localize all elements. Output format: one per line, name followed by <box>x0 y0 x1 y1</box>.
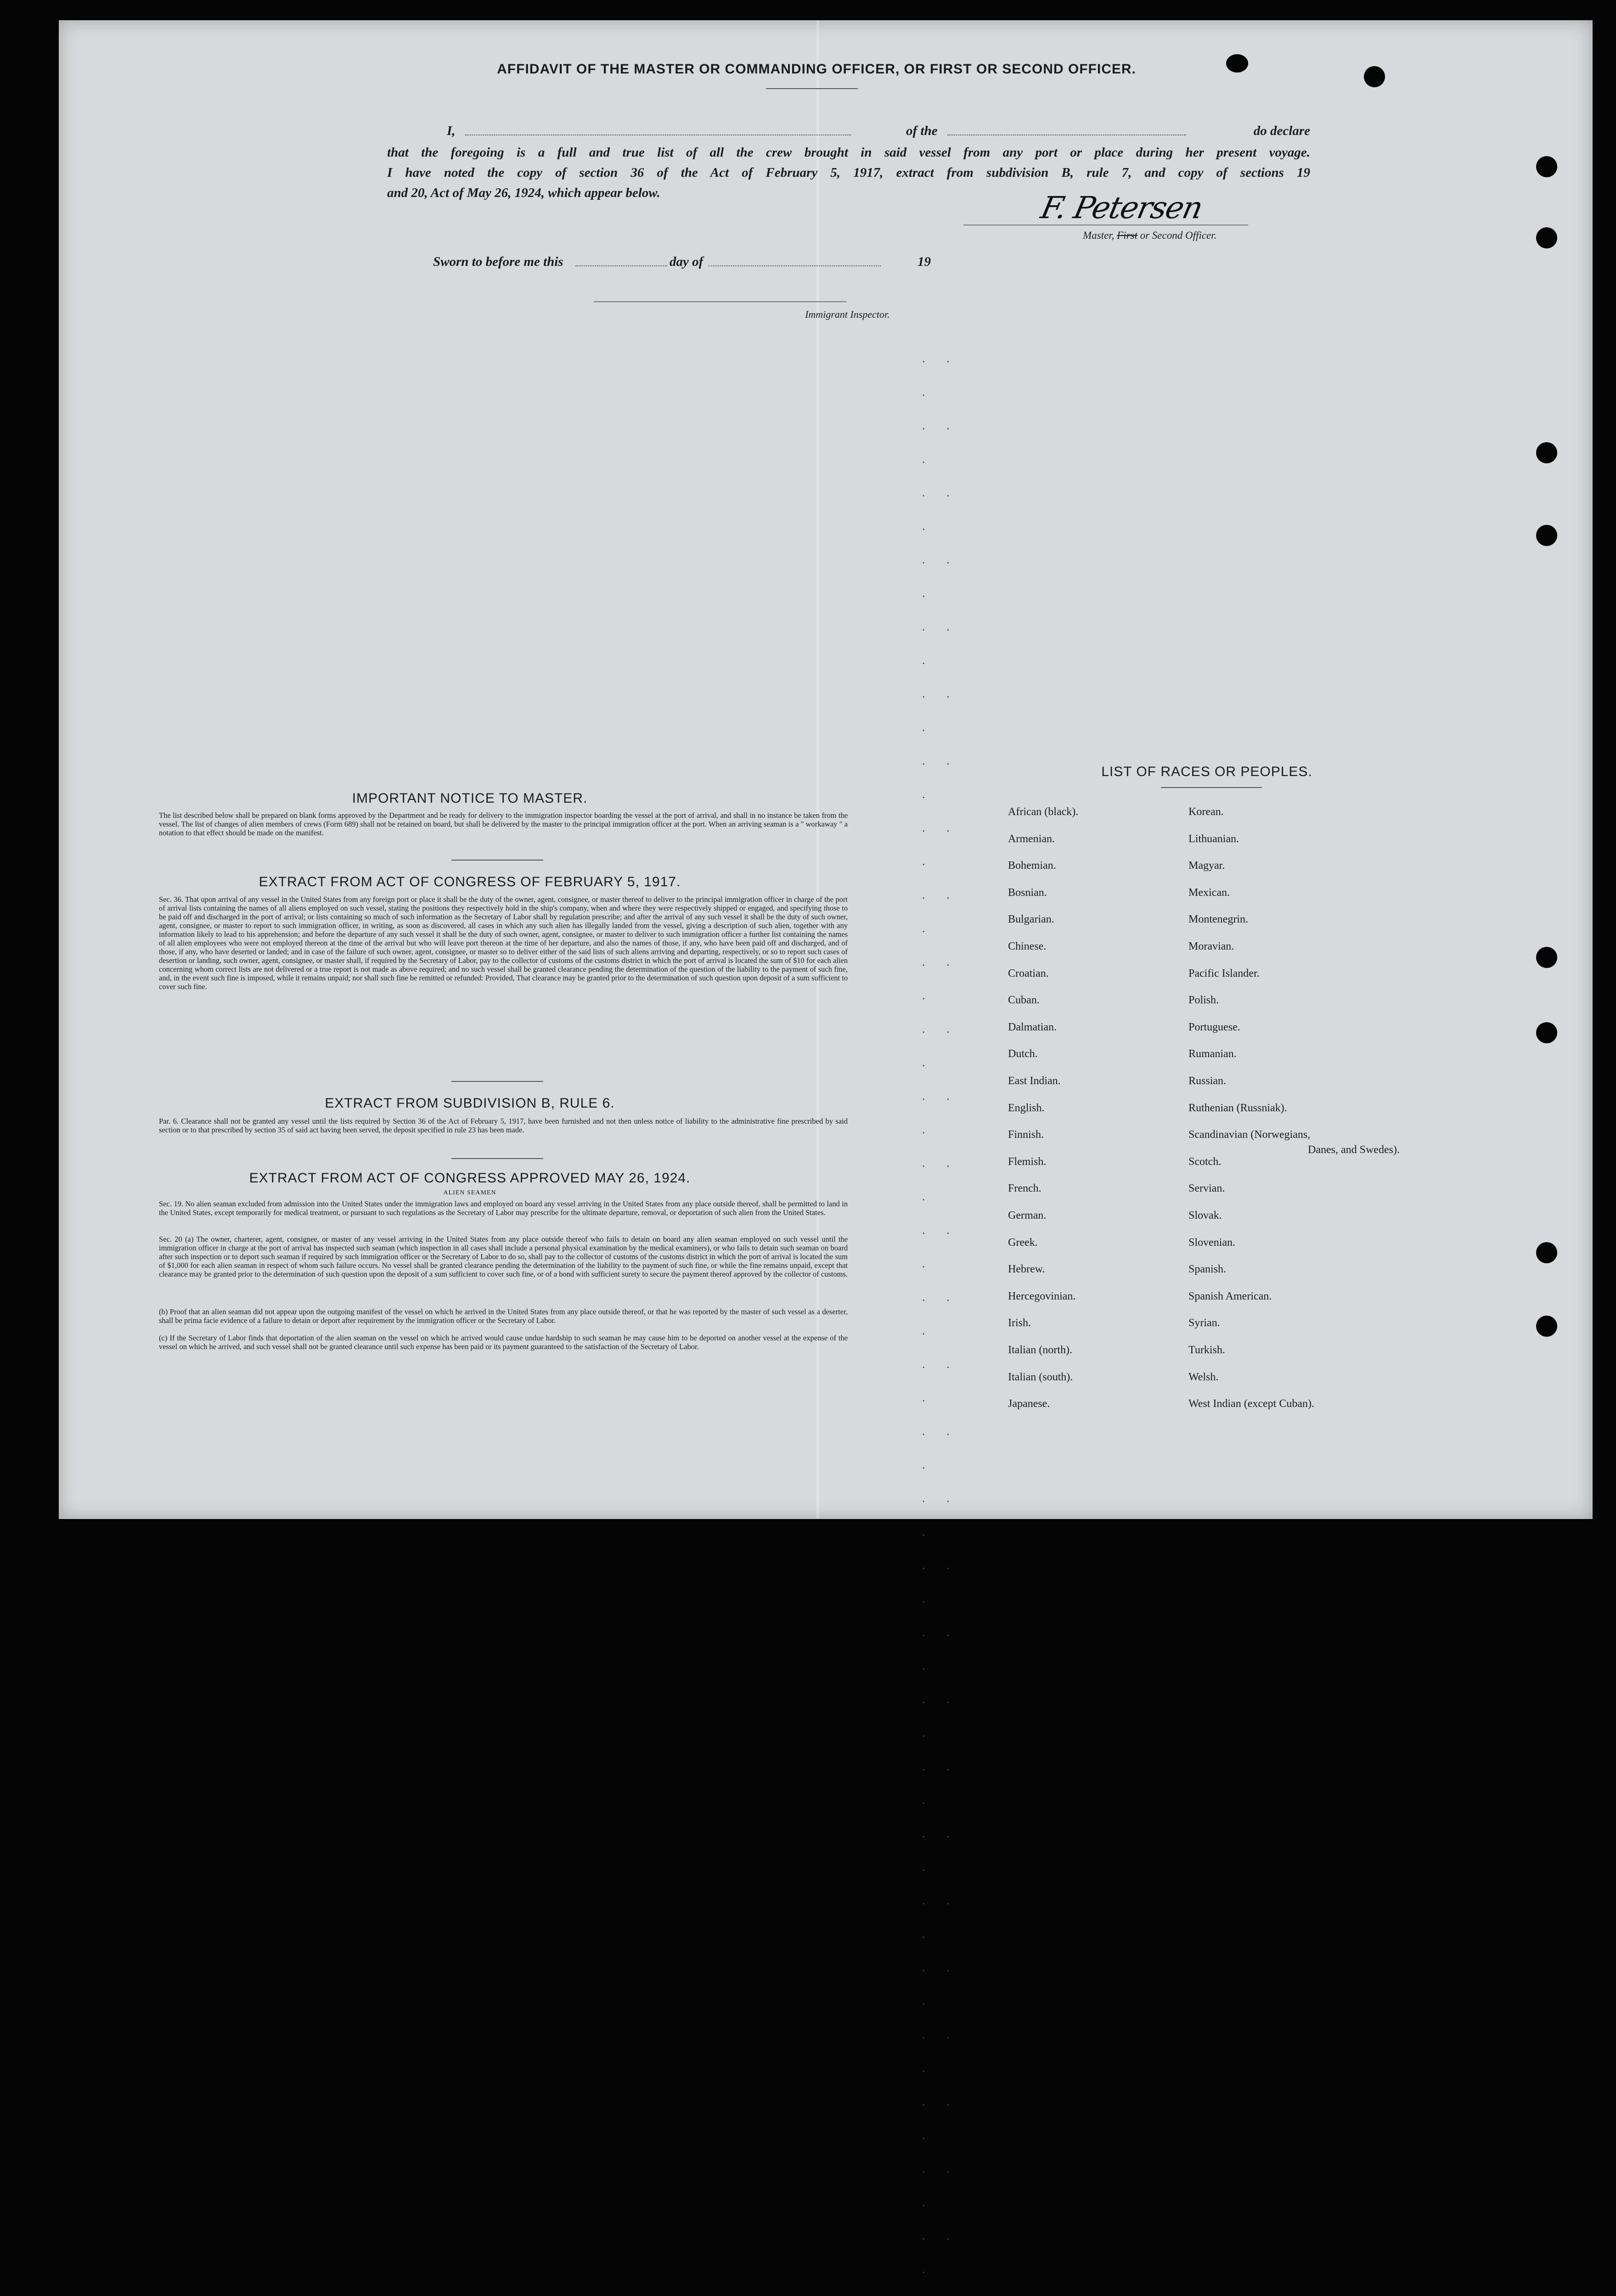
notice-text: The list described below shall be prepared on blank forms approved by the Department and be ready for delivery to the immigration inspector boarding the vessel at the port of arrival, and shall in no instance be taken from the vessel. The list of changes of alien members of crews (Form 689) shall not be retained on board, but shall be delivered by the master to the principal immigration officer at the port. When an arriving seaman is a " workaway " a notation to that effect should be made on the manifest. <box>159 811 848 837</box>
race-item: Finnish. <box>1008 1129 1044 1141</box>
race-item: Scandinavian (Norwegians, <box>1188 1129 1311 1141</box>
sec20b-text: (b) Proof that an alien seaman did not appear upon the outgoing manifest of the vessel on which he arrived in the United States from any place outside thereof, or that he was reported by the master of such vessel as a deserter, shall be prima facie evidence of a failure to detain or deport after requirement by the immigration officer or the Secretary of Labor. <box>159 1307 848 1325</box>
rule6-title: EXTRACT FROM SUBDIVISION B, RULE 6. <box>325 1096 615 1111</box>
declare-label: do declare <box>1253 124 1310 138</box>
sworn-label: Sworn to before me this <box>433 254 563 269</box>
race-item: Dutch. <box>1008 1048 1038 1060</box>
signer-title <box>1083 230 1216 242</box>
rule6-text: Par. 6. Clearance shall not be granted any vessel until the lists required by Section 36 of the Act of February 5, 1917, have been furnished and not then unless notice of liability to the administrative fine prescribed by said section or to that prescribed by section 35 of said act having been served, the deposit specified in rule 23 has been made. <box>159 1117 848 1134</box>
name-blank <box>465 130 851 135</box>
race-item: Moravian. <box>1188 940 1234 952</box>
race-item: Welsh. <box>1188 1371 1219 1383</box>
document-page <box>59 20 1593 2276</box>
extract1924-title: EXTRACT FROM ACT OF CONGRESS APPROVED MAY 26, 1924. <box>249 1171 691 1186</box>
race-item: African (black). <box>1008 806 1079 818</box>
binder-hole <box>1536 1022 1557 1043</box>
race-item: Spanish American. <box>1188 1290 1272 1302</box>
race-item: Scotch. <box>1188 1155 1222 1168</box>
notice-title: IMPORTANT NOTICE TO MASTER. <box>352 791 588 806</box>
race-item: Dalmatian. <box>1008 1021 1057 1033</box>
race-item: Bosnian. <box>1008 886 1047 899</box>
inspector-label: Immigrant Inspector. <box>805 309 890 320</box>
race-item: Polish. <box>1188 994 1219 1007</box>
inspector-line <box>594 301 846 302</box>
race-item: Ruthenian (Russniak). <box>1188 1102 1287 1114</box>
affidavit-i-label: I, <box>447 124 456 138</box>
race-item: English. <box>1008 1102 1045 1114</box>
race-item: Bulgarian. <box>1008 913 1054 926</box>
extract1917-title: EXTRACT FROM ACT OF CONGRESS OF FEBRUARY 5, 1917. <box>259 874 681 889</box>
sec20c-text: (c) If the Secretary of Labor finds that deportation of the alien seaman on the vessel on which he arrived would cause undue hardship to such seaman he may cause him to be deported on another vessel at the expense of the vessel on which he arrived, and such vessel shall not be granted clearance until such expense has been paid or its payment guaranteed to the satisfaction of the Secretary of Labor. <box>159 1334 848 1351</box>
race-item: Russian. <box>1188 1075 1227 1087</box>
race-item: West Indian (except Cuban). <box>1188 1398 1314 1410</box>
race-item: Japanese. <box>1008 1398 1050 1410</box>
race-item: Flemish. <box>1008 1155 1047 1168</box>
affidavit-line2: that the foregoing is a full and true list of all the crew brought in said vessel from any port or place during her present voyage. <box>387 145 1310 160</box>
race-item: Portuguese. <box>1188 1021 1240 1033</box>
races-title: LIST OF RACES OR PEOPLES. <box>1101 764 1312 779</box>
rule <box>451 1081 543 1082</box>
year-label: 19 <box>918 254 931 269</box>
extract1917-text: Sec. 36. That upon arrival of any vessel in the United States from any foreign port or place it shall be the duty of the owner, agent, consignee, or master thereof to deliver to the principal immigration officer in charge of the port of arrival lists containing the names of all aliens employed on such vessel, stating the positions they respectively hold in the ship's company, when and where they were respectively shipped or engaged, and specifying those to be paid off and discharged in the port of arrival; or lists containing so much of such information as the Secretary of Labor shall by regulation prescribe; and after the arrival of any such vessel it shall be the duty of such owner, agent, consignee, or master to report to such immigration officer, in writing, as soon as discovered, all cases in which any such alien has illegally landed from the vessel, giving a description of such alien, together with any information likely to lead to his apprehension; and before the departure of any such vessel it shall be the duty of such owner, agent, consignee, or master to deliver to such immigration officer a further list containing the names of all alien employees who were not employed thereon at the time of the arrival but who will leave port thereon at the time of her departure, and also the names of those, if any, who have been paid off and discharged, and of those, if any, who have deserted or landed; and in case of the failure of such owner, agent, consignee, or master so to deliver either of the said lists of such aliens arriving and departing, respectively, or so to report such cases of desertion or landing, such owner, agent, consignee, or master shall, if required by the Secretary of Labor, pay to the collector of customs of the customs district in which the port of arrival is located the sum of $10 for each alien concerning whom correct lists are not delivered or a true report is not made as above required; and no such vessel shall be granted clearance pending the determination of the question of the liability to the payment of such fine, and, in the event such fine is imposed, while it remains unpaid; nor shall such fine be remitted or refunded: Provided, That clearance may be granted prior to the determination of such question upon deposit of a sum sufficient to cover such fine. <box>159 895 848 991</box>
race-item: Korean. <box>1188 806 1224 818</box>
signature: F. Petersen <box>1037 190 1205 225</box>
races-rule <box>1161 787 1262 788</box>
race-item: Greek. <box>1008 1236 1038 1249</box>
race-item: Italian (north). <box>1008 1344 1072 1356</box>
binder-hole <box>1536 156 1557 177</box>
race-item: Croatian. <box>1008 967 1049 979</box>
race-item: Servian. <box>1188 1182 1225 1195</box>
race-item: Armenian. <box>1008 833 1055 845</box>
race-item: Pacific Islander. <box>1188 967 1260 979</box>
race-item: Magyar. <box>1188 860 1225 872</box>
day-of-label: day of <box>670 254 704 269</box>
day-blank <box>575 261 667 266</box>
race-item: East Indian. <box>1008 1075 1061 1087</box>
binder-hole <box>1536 227 1557 248</box>
affidavit-line4: and 20, Act of May 26, 1924, which appear below. <box>387 186 660 200</box>
race-item: Syrian. <box>1188 1317 1220 1329</box>
race-item: German. <box>1008 1210 1047 1221</box>
race-item: Rumanian. <box>1188 1048 1237 1060</box>
month-blank <box>709 261 881 266</box>
binder-hole <box>1536 525 1557 546</box>
race-item: Slovenian. <box>1188 1236 1235 1249</box>
signer-title-suffix: or Second Officer. <box>1140 230 1217 241</box>
race-item: Montenegrin. <box>1188 913 1248 926</box>
binder-hole <box>1226 54 1248 73</box>
of-the-label: of the <box>906 124 938 138</box>
sec20a-text: Sec. 20 (a) The owner, charterer, agent, consignee, or master of any vessel arriving in the United States from any place outside thereof who fails to detain on board any alien seaman employed on such vessel until the immigration officer in charge at the port of arrival has inspected such seaman (which inspection in all cases shall include a personal physical examination by the medical examiners), or who fails to detain such seaman on board after such inspection or to deport such seaman if required by such immigration officer or the Secretary of Labor to do so, shall pay to the collector of customs of the customs district in which the port of arrival is located the sum of $1,000 for each alien seaman in respect of whom such failure occurs. No vessel shall be granted clearance pending the determination of the liability to the payment of such fine, or while the fine remains unpaid, except that clearance may be granted prior to the determination of such question upon the deposit of a sum sufficient to cover such fine, or of a bond with sufficient surety to secure the payment thereof approved by the collector of customs. <box>159 1235 848 1278</box>
affidavit-line3: I have noted the copy of section 36 of the Act of February 5, 1917, extract from subdivision B, rule 7, and copy of sections 19 <box>387 165 1310 180</box>
binder-hole <box>1536 1242 1557 1263</box>
extract1924-subtitle: ALIEN SEAMEN <box>443 1189 496 1196</box>
sec19-text: Sec. 19. No alien seaman excluded from admission into the United States under the immigration laws and employed on board any vessel arriving in the United States from any place outside thereof, shall be permitted to land in the United States, except temporarily for medical treatment, or pursuant to such regulations as the Secretary of Labor may prescribe for the ultimate departure, removal, or deportation of such alien from the United States. <box>159 1199 848 1217</box>
affidavit-title: AFFIDAVIT OF THE MASTER OR COMMANDING OFFICER, OR FIRST OR SECOND OFFICER. <box>497 62 1136 77</box>
binder-hole <box>1536 442 1557 463</box>
dot-column: . . . . . . . . . . . . . . . . . . . . . . . . . . . . . . . . . . . . . . . . . . . . . . . . . . . . . . . . . . . . . . . . . . . . . . . . . . . . . . . . . . . . . . . <box>922 352 959 2276</box>
title-rule <box>766 88 858 89</box>
binder-hole <box>1536 1316 1557 1337</box>
race-item: Hebrew. <box>1008 1263 1045 1276</box>
page-fold <box>816 20 819 1519</box>
race-item: Mexican. <box>1188 886 1230 899</box>
race-item: Slovak. <box>1188 1210 1222 1221</box>
rule <box>451 1158 543 1159</box>
race-item: Irish. <box>1008 1317 1031 1329</box>
race-item: French. <box>1008 1182 1042 1195</box>
race-item: Spanish. <box>1188 1263 1227 1276</box>
rule <box>451 860 543 861</box>
race-item: Hercegovinian. <box>1008 1290 1076 1302</box>
race-item: Turkish. <box>1188 1344 1225 1356</box>
race-item: Chinese. <box>1008 940 1047 952</box>
binder-hole <box>1536 947 1557 968</box>
race-item: Italian (south). <box>1008 1371 1073 1383</box>
race-item-continued: Danes, and Swedes). <box>1308 1144 1400 1156</box>
race-item: Cuban. <box>1008 994 1040 1007</box>
race-item: Lithuanian. <box>1188 833 1239 845</box>
vessel-blank <box>947 130 1186 135</box>
signer-title-struck: First <box>1117 230 1137 241</box>
signer-title-prefix: Master, <box>1083 230 1115 241</box>
race-item: Bohemian. <box>1008 860 1056 872</box>
binder-hole <box>1364 66 1385 87</box>
